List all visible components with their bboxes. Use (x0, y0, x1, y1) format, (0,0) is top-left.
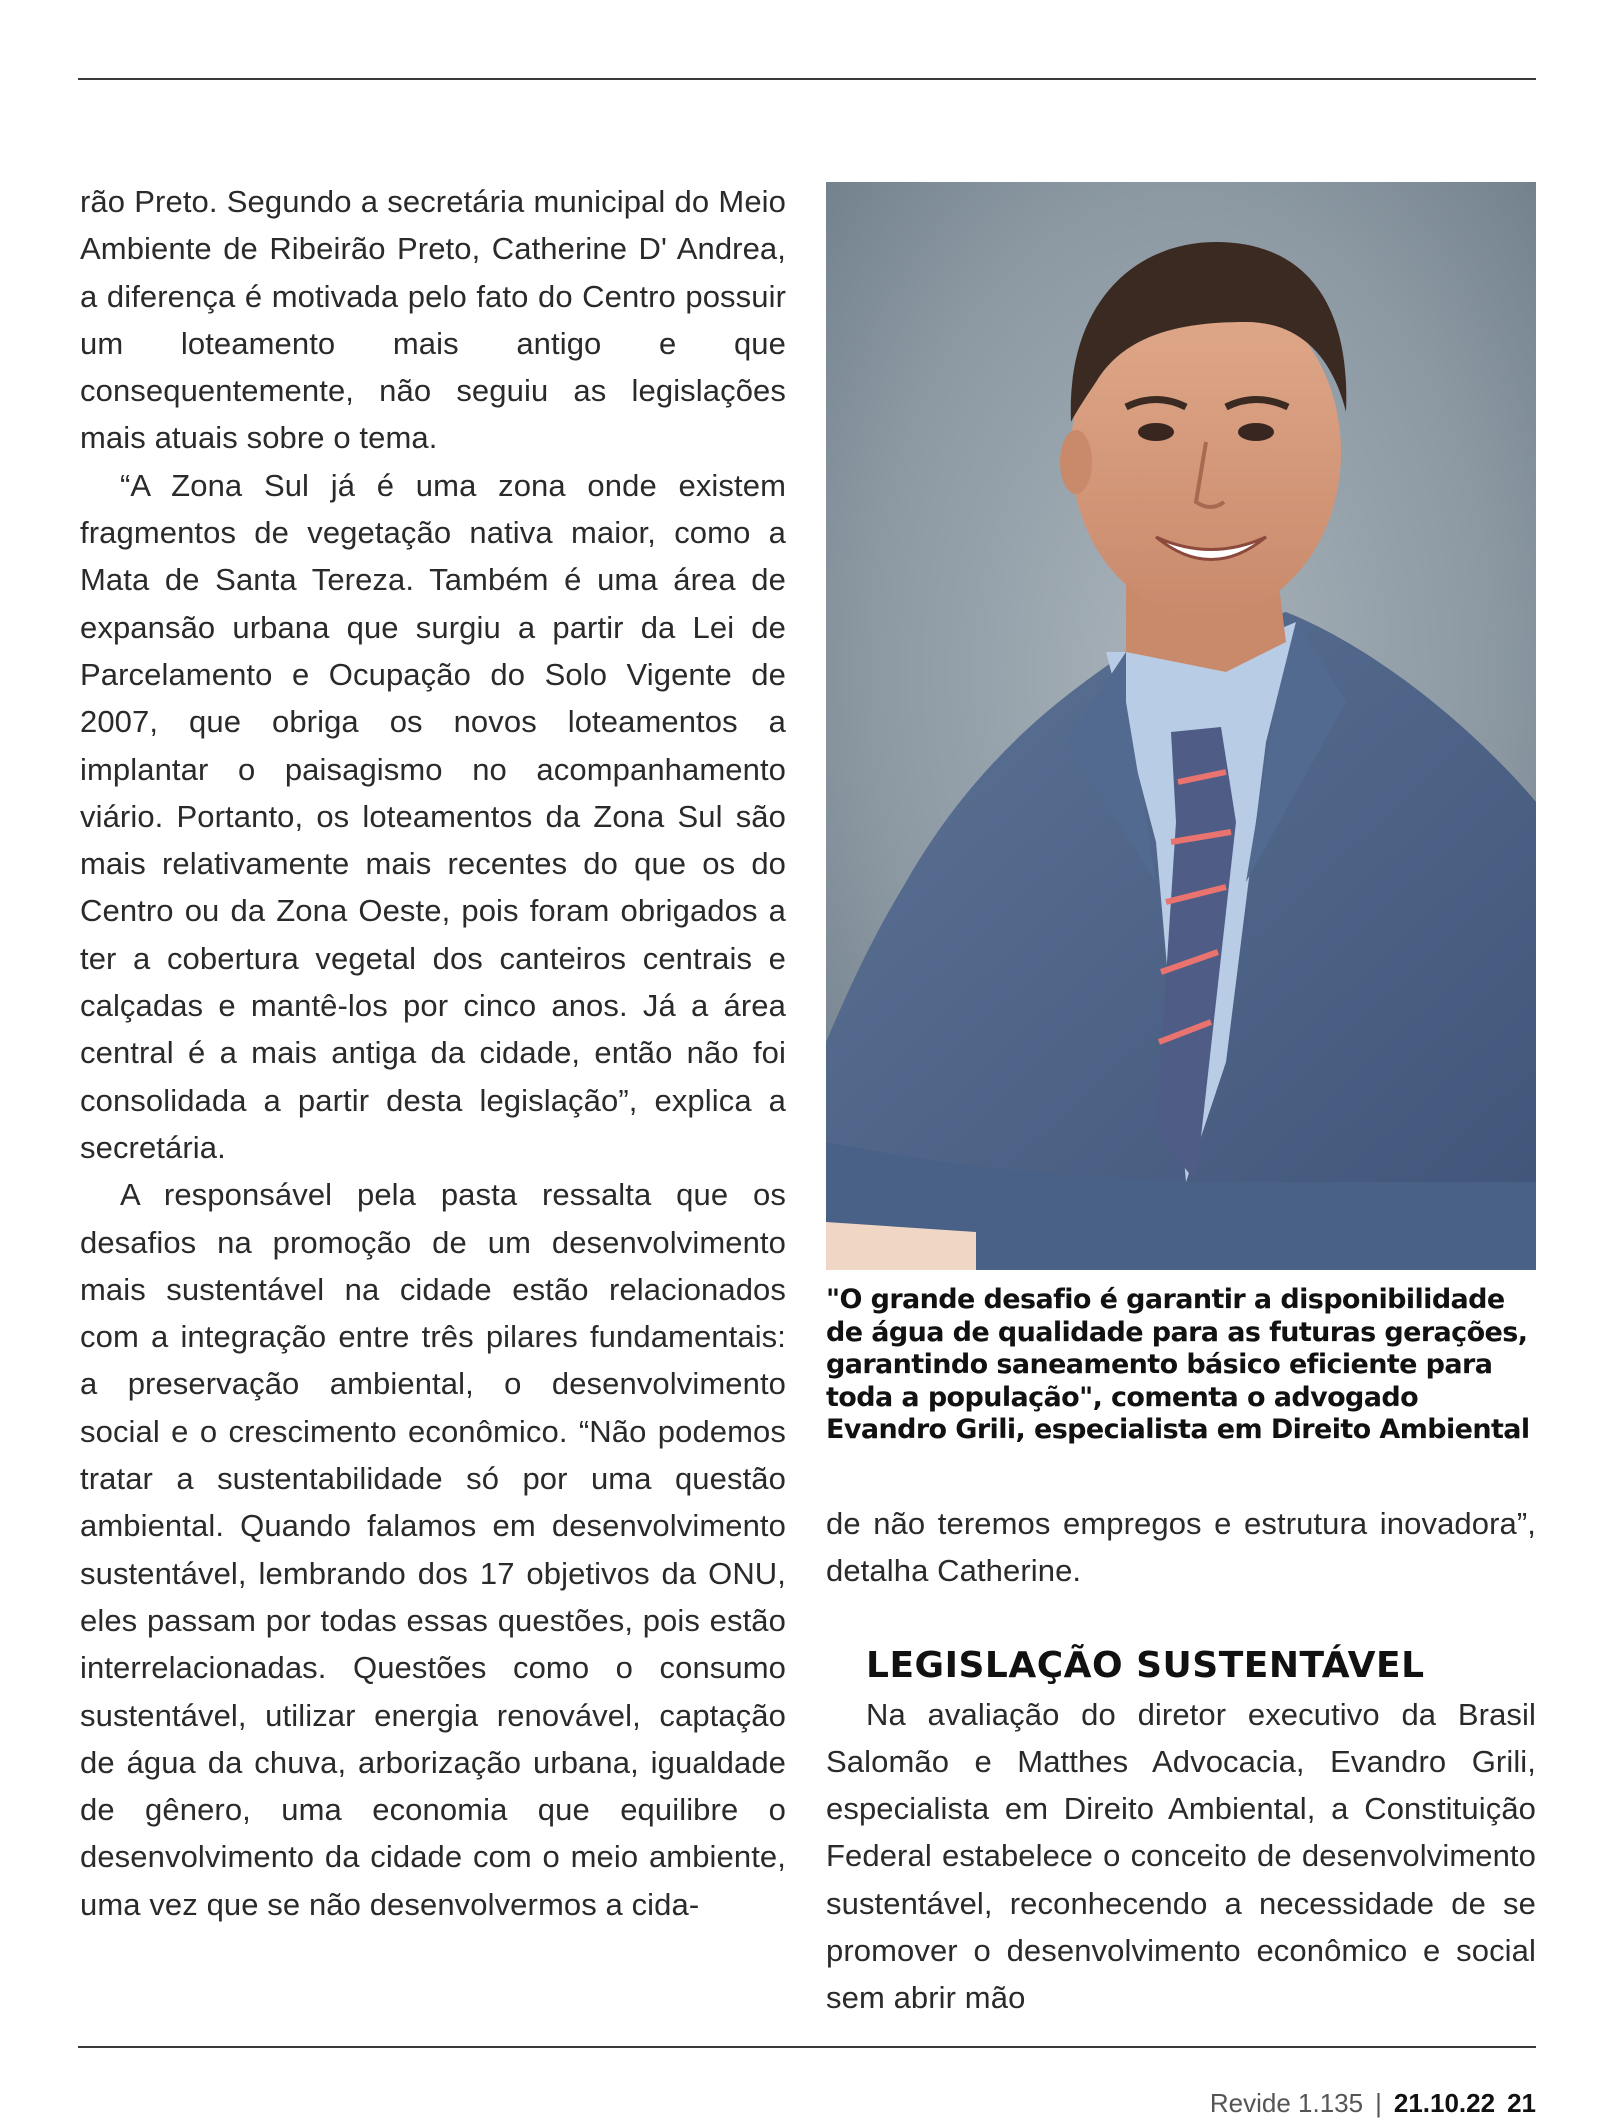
article-paragraph: de não teremos empregos e estrutura inovadora”, detalha Catherine. (826, 1506, 1536, 1589)
article-paragraph: “A Zona Sul já é uma zona onde existem fragmentos de vegetação nativa maior, como a Mata de Santa Tereza. Também é uma área de expansão urbana que surgiu a partir da Lei de Parcelamento e Ocupação do Solo Vigente de 2007, que obriga os novos loteamentos a implantar o paisagismo no acompanhamento viário. Portanto, os loteamentos da Zona Sul são mais relativamente mais recentes do que os do Centro ou da Zona Oeste, pois foram obrigados a ter a cobertura vegetal dos canteiros centrais e calçadas e mantê-los por cinco anos. Já a área central é a mais antiga da cidade, então não foi consolidada a partir desta legislação”, explica a secretária. (80, 467, 786, 1165)
top-rule (78, 78, 1536, 80)
article-paragraph: rão Preto. Segundo a secretária municipal do Meio Ambiente de Ribeirão Preto, Catherine D' Andrea, a diferença é motivada pelo fato do Centro possuir um loteamento mais antigo e que consequentemente, não seguiu as legislações mais atuais sobre o tema. (80, 184, 786, 456)
publication-issue: Revide 1.135 (1209, 2088, 1364, 2118)
page-footer (1210, 2088, 1536, 2119)
portrait-photo (826, 182, 1536, 1270)
portrait-illustration (826, 182, 1536, 1270)
page-number: 21 (1507, 2088, 1536, 2118)
article-paragraph: Na avaliação do diretor executivo da Brasil Salomão e Matthes Advocacia, Evandro Grili, especialista em Direito Ambiental, a Constituição Federal estabelece o conceito de desenvolvimento sustentável, reconhecendo a necessidade de se promover o desenvolvimento econômico e social sem abrir mão (826, 1696, 1536, 2016)
photo-caption: "O grande desafio é garantir a disponibilidade de água de qualidade para as futuras gerações, garantindo saneamento básico eficiente para toda a população", comenta o advogado Evandro Grili, especialista em Direito Ambiental (826, 1284, 1530, 1445)
bottom-rule (78, 2046, 1536, 2048)
section-heading: LEGISLAÇÃO SUSTENTÁVEL (866, 1644, 1425, 1686)
footer-separator: | (1375, 2088, 1382, 2118)
article-paragraph: A responsável pela pasta ressalta que os desafios na promoção de um desenvolvimento mais sustentável na cidade estão relacionados com a integração entre três pilares fundamentais: a preservação ambiental, o desenvolvimento social e o crescimento econômico. “Não podemos tratar a sustentabilidade só por uma questão ambiental. Quando falamos em desenvolvimento sustentável, lembrando dos 17 objetivos da ONU, eles passam por todas essas questões, pois estão interrelacionadas. Questões como o consumo sustentável, utilizar energia renovável, captação de água da chuva, arborização urbana, igualdade de gênero, uma economia que equilibre o desenvolvimento da cidade com o meio ambiente, uma vez que se não desenvolvermos a cida- (80, 1177, 786, 1922)
issue-date: 21.10.22 (1393, 2088, 1496, 2118)
left-column (80, 178, 786, 1928)
right-column (826, 1500, 1536, 2022)
